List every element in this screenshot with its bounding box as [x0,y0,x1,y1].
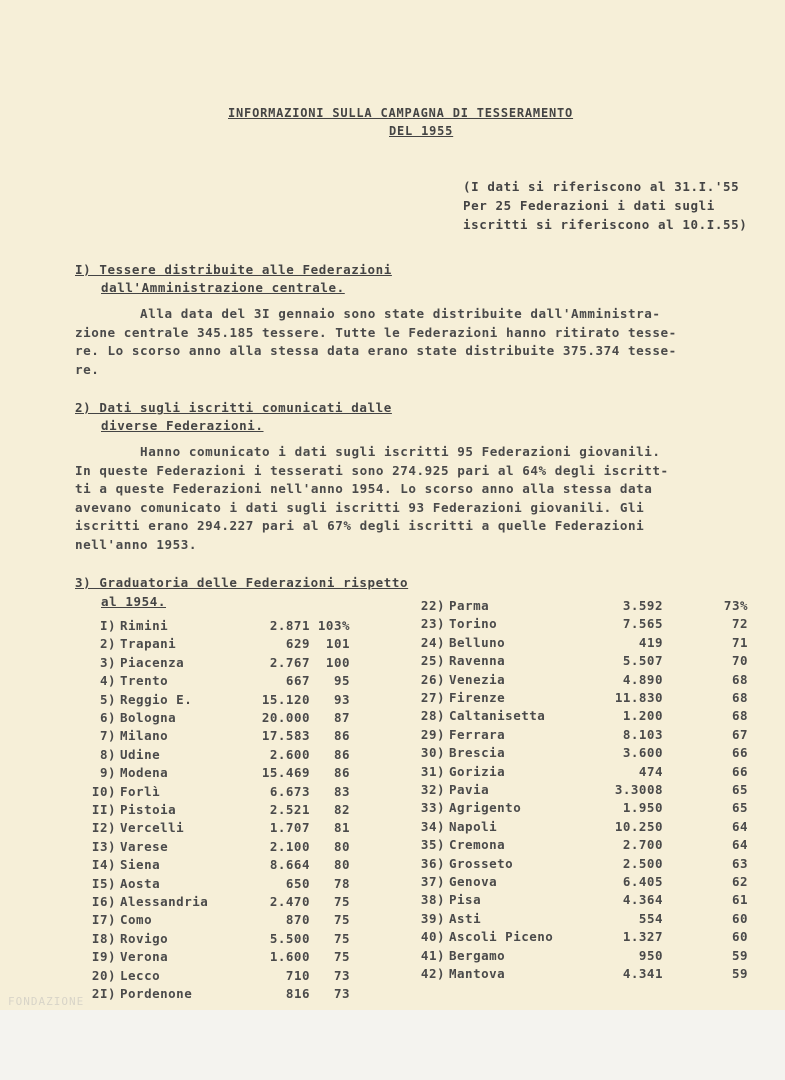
member-count: 5.507 [622,653,663,669]
federation-name: Ravenna [449,653,506,669]
ranking-row [70,747,360,765]
member-count: 11.830 [614,690,663,705]
percentage: 72 [731,616,748,632]
member-count: 2.500 [622,855,663,871]
ranking-row [70,618,360,636]
federation-name: Grosseto [449,855,514,871]
percentage: 75 [333,912,350,928]
federation-name: Trento [120,673,169,689]
rank-number: I9) [91,949,116,965]
federation-name: Lecco [120,967,161,983]
federation-name: Reggio E. [120,691,193,707]
rank-number: 9) [99,765,116,781]
section3-heading: 3) Graduatoria delle Federazioni rispetto [75,575,409,590]
member-count: 474 [638,763,663,779]
federation-name: Mantova [449,966,506,981]
rank-number: 29) [420,726,445,742]
member-count: 7.565 [622,616,663,632]
rank-number: 28) [420,708,445,724]
member-count: 20.000 [261,710,310,725]
ranking-row [70,765,360,783]
ranking-row [395,856,765,874]
federation-name: Vercelli [120,820,185,836]
percentage: 75 [333,930,350,946]
percentage: 86 [333,746,350,762]
ranking-row [395,727,765,745]
federation-name: Genova [449,874,498,889]
federation-name: Udine [120,746,161,762]
member-count: 816 [285,986,310,1001]
member-count: 6.673 [269,783,310,799]
section1-heading: I) Tessere distribuite alle Federazioni [75,262,392,277]
percentage: 86 [333,765,350,781]
rank-number: II) [91,802,116,817]
document-title-year: DEL 1955 [389,124,454,138]
member-count: 1.950 [622,800,663,816]
ranking-row [395,764,765,782]
member-count: 4.364 [622,892,663,908]
ranking-row [70,876,360,894]
ranking-row [395,745,765,763]
member-count: 4.890 [622,671,663,687]
federation-name: Torino [449,616,498,632]
rank-number: 33) [420,800,445,816]
federation-name: Cremona [449,837,506,853]
rank-number: 27) [420,690,445,705]
percentage: 93 [333,691,350,707]
member-count: 1.707 [269,820,310,836]
ranking-row [70,710,360,728]
ranking-row [395,800,765,818]
member-count: 667 [285,673,310,689]
federation-name: Milano [120,728,169,744]
percentage: 59 [731,947,748,963]
member-count: 710 [285,967,310,983]
ranking-row [395,653,765,671]
member-count: 5.500 [269,930,310,946]
percentage: 80 [333,857,350,873]
rank-number: 7) [99,728,116,744]
note-line-3: iscritti si riferiscono al 10.I.55) [463,217,748,232]
ranking-row [395,616,765,634]
member-count: 3.3008 [614,782,663,797]
federation-name: Pistoia [120,802,177,817]
percentage: 68 [731,671,748,687]
member-count: 1.200 [622,708,663,724]
ranking-row [395,874,765,892]
member-count: 15.120 [261,691,310,707]
percentage: 83 [333,783,350,799]
ranking-row [70,728,360,746]
rank-number: 2) [99,636,116,652]
section3-heading-cont: al 1954. [101,594,167,609]
federation-name: Belluno [449,634,506,650]
ranking-row [70,931,360,949]
percentage: 73 [333,986,350,1001]
member-count: 2.700 [622,837,663,853]
percentage: 75 [333,894,350,909]
rank-number: I4) [91,857,116,873]
rank-number: 26) [420,671,445,687]
percentage: 62 [731,874,748,889]
rank-number: I3) [91,838,116,854]
ranking-row [70,949,360,967]
federation-name: Modena [120,765,169,781]
percentage: 78 [333,875,350,891]
rank-number: 22) [420,598,445,613]
member-count: 10.250 [614,818,663,834]
rank-number: I7) [91,912,116,928]
percentage: 66 [731,745,748,761]
percentage: 60 [731,910,748,926]
rank-number: 32) [420,782,445,797]
rank-number: 8) [99,746,116,762]
percentage: 70 [731,653,748,669]
member-count: 2.600 [269,746,310,762]
rank-number: 24) [420,634,445,650]
member-count: 1.327 [622,929,663,945]
rank-number: 4) [99,673,116,689]
percentage: 64 [731,818,748,834]
federation-name: Ferrara [449,726,506,742]
rank-number: 20) [91,967,116,983]
percentage: 101 [325,636,350,652]
rank-number: 41) [420,947,445,963]
member-count: 15.469 [261,765,310,781]
rank-number: 35) [420,837,445,853]
section2-heading-cont: diverse Federazioni. [101,418,264,433]
percentage: 73 [333,967,350,983]
percentage: 82 [333,802,350,817]
ranking-row [395,635,765,653]
ranking-row [70,655,360,673]
federation-name: Siena [120,857,161,873]
ranking-row [70,820,360,838]
member-count: 2.470 [269,894,310,909]
ranking-row [395,966,765,984]
rank-number: 31) [420,763,445,779]
member-count: 3.592 [622,598,663,613]
federation-name: Bologna [120,710,177,725]
member-count: 870 [285,912,310,928]
ranking-row [395,672,765,690]
federation-name: Alessandria [120,894,209,909]
federation-name: Varese [120,838,169,854]
federation-name: Como [120,912,153,928]
rank-number: 34) [420,818,445,834]
percentage: 65 [731,800,748,816]
document-title: INFORMAZIONI SULLA CAMPAGNA DI TESSERAMENTO [228,106,574,120]
federation-name: Pisa [449,892,482,908]
federation-name: Forlì [120,783,161,799]
federation-name: Brescia [449,745,506,761]
rank-number: I) [99,618,116,633]
ranking-row [70,692,360,710]
percentage: 103% [317,618,350,633]
percentage: 64 [731,837,748,853]
rank-number: 5) [99,691,116,707]
ranking-row [395,892,765,910]
rank-number: I6) [91,894,116,909]
member-count: 1.600 [269,949,310,965]
ranking-row [70,912,360,930]
ranking-row [70,673,360,691]
percentage: 73% [723,598,748,613]
member-count: 4.341 [622,966,663,981]
federation-name: Piacenza [120,654,185,670]
percentage: 67 [731,726,748,742]
federation-name: Verona [120,949,169,965]
rank-number: I5) [91,875,116,891]
note-line-1: (I dati si riferiscono al 31.I.'55 [463,179,740,194]
section1-heading-cont: dall'Amministrazione centrale. [101,280,345,295]
federation-name: Pavia [449,782,490,797]
rank-number: 25) [420,653,445,669]
member-count: 2.100 [269,838,310,854]
rank-number: 30) [420,745,445,761]
percentage: 75 [333,949,350,965]
ranking-row [395,782,765,800]
federation-name: Napoli [449,818,498,834]
watermark: FONDAZIONE [8,995,85,1008]
rank-number: I2) [91,820,116,836]
section1-paragraph: Alla data del 3I gennaio sono state distribuite dall'Amministra- zione centrale 345.185 tessere. Tutte le Federazioni hanno ritirato tesse- re. Lo scorso anno alla stessa data erano state distribuite 375.374 tesse- re. [75,306,677,377]
percentage: 95 [333,673,350,689]
ranking-row [70,968,360,986]
rank-number: 23) [420,616,445,632]
rank-number: 3) [99,654,116,670]
federation-name: Trapani [120,636,177,652]
member-count: 8.664 [269,857,310,873]
ranking-row [70,784,360,802]
member-count: 8.103 [622,726,663,742]
rank-number: 36) [420,855,445,871]
percentage: 61 [731,892,748,908]
federation-name: Venezia [449,671,506,687]
rank-number: I8) [91,930,116,946]
member-count: 650 [285,875,310,891]
ranking-row [395,929,765,947]
rank-number: 40) [420,929,445,945]
percentage: 65 [731,782,748,797]
percentage: 63 [731,855,748,871]
percentage: 71 [731,634,748,650]
percentage: 86 [333,728,350,744]
rank-number: 42) [420,966,445,981]
percentage: 66 [731,763,748,779]
percentage: 59 [731,966,748,981]
federation-name: Rovigo [120,930,169,946]
rank-number: I0) [91,783,116,799]
federation-name: Rimini [120,618,169,633]
percentage: 100 [325,654,350,670]
member-count: 2.521 [269,802,310,817]
ranking-row [395,598,765,616]
percentage: 68 [731,690,748,705]
rank-number: 38) [420,892,445,908]
ranking-row [395,708,765,726]
section2-paragraph: Hanno comunicato i dati sugli iscritti 95 Federazioni giovanili. In queste Federazioni i tesserati sono 274.925 pari al 64% degli iscritt- ti a queste Federazioni nell'anno 1954. Lo scorso anno alla stessa data avevano comunicato i dati sugli iscritti 93 Federazioni giovanili. Gli iscritti erano 294.227 pari al 67% degli iscritti a quelle Federazioni nell'anno 1953. [75,444,669,552]
member-count: 554 [638,910,663,926]
ranking-row [395,911,765,929]
rank-number: 6) [99,710,116,725]
federation-name: Firenze [449,690,506,705]
ranking-row [70,894,360,912]
ranking-row [395,837,765,855]
percentage: 81 [333,820,350,836]
member-count: 419 [638,634,663,650]
federation-name: Pordenone [120,986,193,1001]
ranking-row [70,802,360,820]
ranking-row [70,636,360,654]
ranking-row [395,948,765,966]
federation-name: Gorizia [449,763,506,779]
member-count: 3.600 [622,745,663,761]
ranking-row [70,857,360,875]
federation-name: Asti [449,910,482,926]
ranking-row [395,819,765,837]
member-count: 950 [638,947,663,963]
percentage: 80 [333,838,350,854]
federation-name: Parma [449,598,490,613]
member-count: 629 [285,636,310,652]
ranking-row [70,839,360,857]
federation-name: Agrigento [449,800,522,816]
rank-number: 39) [420,910,445,926]
federation-name: Bergamo [449,947,506,963]
ranking-row [70,986,360,1004]
federation-name: Ascoli Piceno [449,929,554,945]
member-count: 6.405 [622,874,663,889]
member-count: 2.767 [269,654,310,670]
rank-number: 37) [420,874,445,889]
federation-name: Aosta [120,875,161,891]
federation-name: Caltanisetta [449,708,546,724]
member-count: 17.583 [261,728,310,744]
percentage: 87 [333,710,350,725]
percentage: 60 [731,929,748,945]
ranking-row [395,690,765,708]
section2-heading: 2) Dati sugli iscritti comunicati dalle [75,400,392,415]
note-line-2: Per 25 Federazioni i dati sugli [463,198,715,213]
percentage: 68 [731,708,748,724]
member-count: 2.871 [269,618,310,633]
rank-number: 2I) [91,986,116,1001]
